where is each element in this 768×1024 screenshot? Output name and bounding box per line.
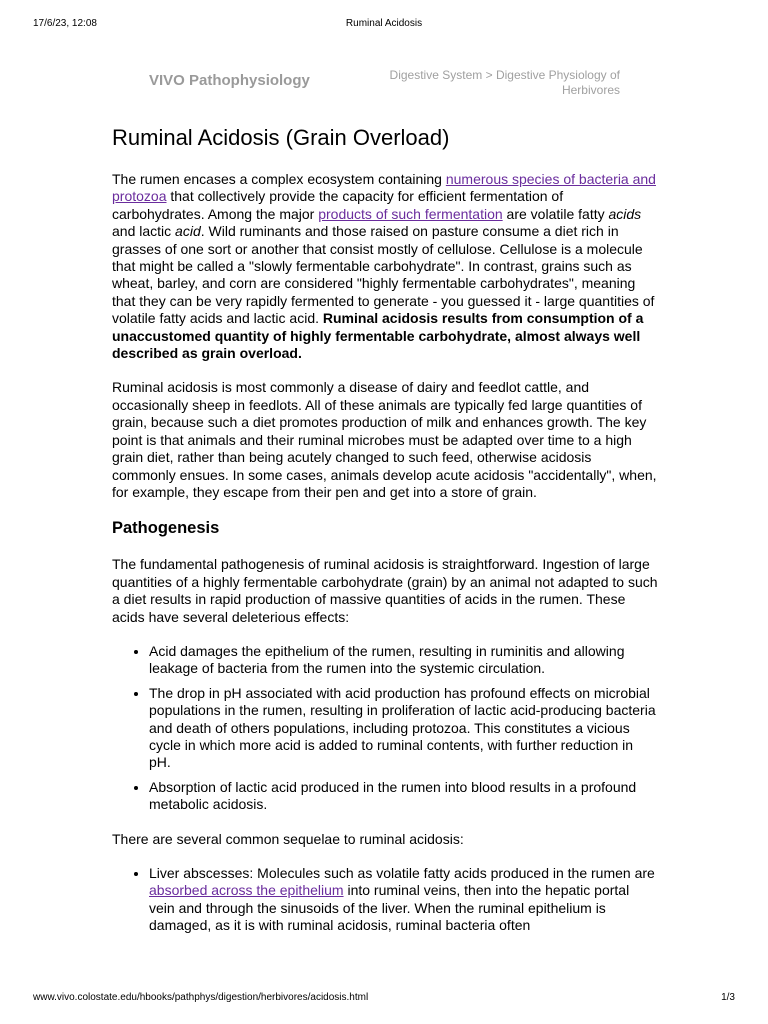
- intro-text-2: that collectively provide the capacity for efficient fermentation of carbohydrates. Among the major: [112, 188, 564, 222]
- epidemiology-paragraph: Ruminal acidosis is most commonly a disease of dairy and feedlot cattle, and occasionally sheep in feedlots. All of these animals are typically fed large quantities of grain, because such a diet promotes production of milk and enhances growth. The key point is that animals and their ruminal microbes must be adapted over time to a high grain diet, rather than being acutely changed to such feed, otherwise acidosis commonly ensues. In some cases, animals develop acute acidosis "accidentally", when, for example, they escape from their pen and get into a store of grain.: [112, 379, 657, 500]
- intro-emphasis-acids: acids: [608, 205, 642, 222]
- breadcrumb-separator: >: [482, 68, 496, 82]
- breadcrumb-digestive-physiology[interactable]: Digestive Physiology of Herbivores: [495, 68, 620, 97]
- sequelae-list: [112, 865, 658, 935]
- list-item: • The drop in pH associated with acid production has profound effects on microbial populations in the rumen, resulting in proliferation of lactic acid-producing bacteria and death of others populations, including protozoa. This constitutes a vicious cycle in which more acid is added to ruminal contents, with further reduction in pH.: [149, 685, 658, 772]
- intro-bold-definition: Ruminal acidosis results from consumption of a unaccustomed quantity of highly fermentable carbohydrate, almost always well described as grain overload.: [112, 310, 644, 362]
- intro-text-5: . Wild ruminants and those raised on pasture consume a diet rich in grasses of one sort or another that consist mostly of cellulose. Cellulose is a molecule that might be called a "slowly fermentable carbohydrate". In contrast, grains such as wheat, barley, and corn are considered "highly fermentable carbohydrates", meaning that they can be very rapidly fermented to generate - you guessed it - large quantities of volatile fatty acids and lactic acid.: [112, 223, 655, 327]
- article: [112, 124, 658, 952]
- page-title: Ruminal Acidosis (Grain Overload): [112, 125, 450, 150]
- list-item: • Absorption of lactic acid produced in the rumen into blood results in a profound metabolic acidosis.: [149, 779, 658, 814]
- effects-list: [112, 643, 658, 814]
- intro-emphasis-acid: acid: [175, 223, 201, 240]
- epithelium-absorption-link[interactable]: absorbed across the epithelium: [149, 882, 344, 899]
- site-header: [112, 68, 620, 102]
- breadcrumb: [380, 68, 620, 98]
- intro-text-3: are volatile fatty: [502, 205, 609, 222]
- sequelae-text-2: into ruminal veins, then into the hepatic portal vein and through the sinusoids of the liver. When the ruminal epithelium is damaged, as it is with ruminal acidosis, ruminal bacteria often: [149, 882, 630, 934]
- sequelae-text-1: Liver abscesses: Molecules such as volatile fatty acids produced in the rumen are: [149, 865, 655, 881]
- print-title: Ruminal Acidosis: [345, 18, 423, 29]
- sequelae-paragraph: There are several common sequelae to ruminal acidosis:: [112, 830, 464, 847]
- intro-text-1: The rumen encases a complex ecosystem containing: [112, 171, 446, 187]
- list-item: • Acid damages the epithelium of the rumen, resulting in ruminitis and allowing leakage of bacteria from the rumen into the systemic circulation.: [149, 643, 658, 678]
- print-header: [33, 18, 735, 32]
- site-brand-link[interactable]: VIVO Pathophysiology: [149, 72, 310, 89]
- intro-paragraph: [112, 171, 658, 362]
- pathogenesis-paragraph: The fundamental pathogenesis of ruminal acidosis is straightforward. Ingestion of large quantities of a highly fermentable carbohydrate (grain) by an animal not adapted to such a diet results in rapid production of massive quantities of acids in the rumen. These acids have several deleterious effects:: [112, 556, 658, 625]
- print-url: www.vivo.colostate.edu/hbooks/pathphys/digestion/herbivores/acidosis.html: [33, 992, 369, 1003]
- list-item: [149, 865, 658, 935]
- breadcrumb-digestive-system[interactable]: Digestive System: [389, 68, 483, 82]
- section-heading-pathogenesis: Pathogenesis: [112, 519, 220, 538]
- page-number: 1/3: [721, 992, 735, 1003]
- print-date: 17/6/23, 12:08: [33, 18, 97, 29]
- fermentation-products-link[interactable]: products of such fermentation: [318, 205, 503, 222]
- species-link[interactable]: numerous species of bacteria and protozoa: [112, 171, 656, 205]
- print-footer: [33, 992, 735, 1003]
- intro-text-4: and lactic: [112, 223, 176, 240]
